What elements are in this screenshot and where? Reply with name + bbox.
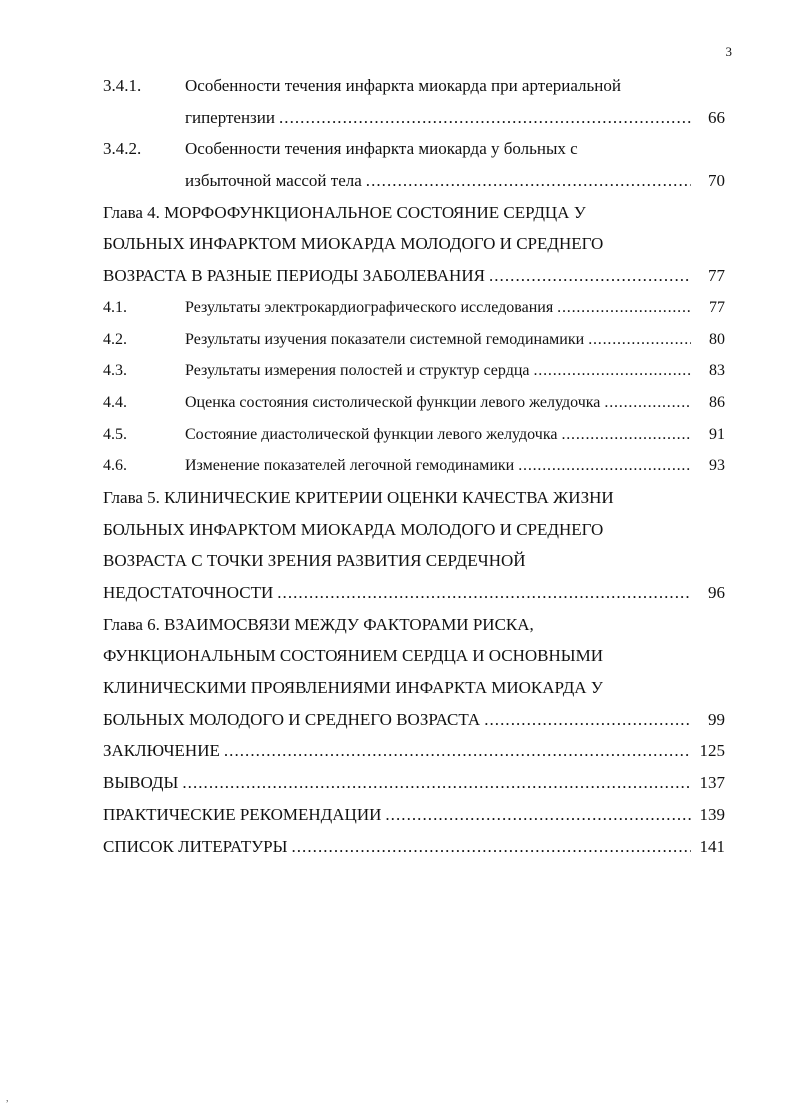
page-ref: 141 — [699, 836, 725, 856]
page-ref: 77 — [708, 266, 725, 286]
chapter-title: Глава 6. ВЗАИМОСВЯЗИ МЕЖДУ ФАКТОРАМИ РИСКА, — [103, 614, 534, 634]
toc-entry-4-5 — [103, 419, 725, 451]
chapter-6-line-3 — [103, 672, 725, 704]
page-ref: 139 — [699, 804, 725, 824]
page-ref: 125 — [699, 741, 725, 761]
page-ref: 80 — [709, 330, 725, 348]
dot-leader — [273, 577, 691, 609]
section-number: 4.4. — [103, 393, 127, 411]
entry-title: ПРАКТИЧЕСКИЕ РЕКОМЕНДАЦИИ — [103, 804, 382, 824]
dot-leader — [275, 102, 691, 134]
chapter-title-cont: КЛИНИЧЕСКИМИ ПРОЯВЛЕНИЯМИ ИНФАРКТА МИОКАРДА У — [103, 678, 603, 698]
toc-entry-3-4-1 — [103, 70, 725, 102]
dot-leader — [178, 767, 691, 799]
dot-leader — [553, 292, 691, 324]
dot-leader — [600, 387, 691, 419]
section-title: Состояние диастолической функции левого желудочка — [185, 425, 558, 443]
toc-entry-recommendations — [103, 799, 725, 831]
chapter-4-line-3 — [103, 260, 725, 292]
chapter-title-cont: ВОЗРАСТА В РАЗНЫЕ ПЕРИОДЫ ЗАБОЛЕВАНИЯ — [103, 266, 485, 286]
dot-leader — [557, 419, 691, 451]
chapter-5-line-4 — [103, 577, 725, 609]
chapter-title-cont: БОЛЬНЫХ ИНФАРКТОМ МИОКАРДА МОЛОДОГО И СРЕДНЕГО — [103, 234, 604, 254]
dot-leader — [220, 735, 691, 767]
dot-leader — [362, 165, 691, 197]
page-number: 3 — [725, 44, 732, 59]
table-of-contents — [103, 70, 725, 862]
toc-entry-4-2 — [103, 324, 725, 356]
chapter-4-line-1 — [103, 197, 725, 229]
section-title-cont: гипертензии — [185, 107, 275, 127]
page-ref: 91 — [709, 425, 725, 443]
dot-leader — [584, 324, 691, 356]
section-number: 4.5. — [103, 425, 127, 443]
section-title: Результаты измерения полостей и структур сердца — [185, 362, 530, 380]
toc-entry-4-1 — [103, 292, 725, 324]
chapter-title-cont: НЕДОСТАТОЧНОСТИ — [103, 583, 274, 602]
toc-entry-3-4-1-cont — [103, 102, 725, 134]
dot-leader — [381, 799, 691, 831]
chapter-6-line-4 — [103, 704, 725, 736]
chapter-6-line-1 — [103, 609, 725, 641]
section-number: 4.3. — [103, 362, 127, 380]
toc-entry-4-3 — [103, 355, 725, 387]
page-ref: 77 — [709, 298, 725, 316]
chapter-title-cont: ФУНКЦИОНАЛЬНЫМ СОСТОЯНИЕМ СЕРДЦА И ОСНОВНЫМИ — [103, 646, 603, 666]
page-ref: 86 — [709, 393, 725, 411]
chapter-5-line-3 — [103, 545, 725, 577]
dot-leader — [485, 260, 691, 292]
page-ref: 93 — [709, 457, 725, 475]
page-ref: 96 — [708, 583, 725, 602]
section-number: 4.2. — [103, 330, 127, 348]
chapter-5-line-1 — [103, 482, 725, 514]
toc-entry-references — [103, 831, 725, 863]
dot-leader — [514, 450, 691, 482]
section-number: 4.6. — [103, 457, 127, 475]
page-ref: 99 — [708, 709, 725, 729]
dot-leader — [530, 355, 692, 387]
section-number: 3.4.1. — [103, 76, 142, 95]
page-ref: 70 — [708, 171, 725, 191]
chapter-title-cont: БОЛЬНЫХ ИНФАРКТОМ МИОКАРДА МОЛОДОГО И СРЕДНЕГО — [103, 519, 604, 539]
toc-entry-conclusion — [103, 735, 725, 767]
chapter-title-cont: БОЛЬНЫХ МОЛОДОГО И СРЕДНЕГО ВОЗРАСТА — [103, 709, 481, 729]
toc-entry-3-4-2-cont — [103, 165, 725, 197]
section-title: Особенности течения инфаркта миокарда при артериальной — [185, 76, 621, 95]
toc-entry-4-6 — [103, 450, 725, 482]
section-title: Изменение показателей легочной гемодинамики — [185, 457, 515, 475]
chapter-title: Глава 5. КЛИНИЧЕСКИЕ КРИТЕРИИ ОЦЕНКИ КАЧЕСТВА ЖИЗНИ — [103, 487, 614, 507]
dot-leader — [287, 831, 691, 863]
dot-leader — [480, 704, 691, 736]
entry-title: ЗАКЛЮЧЕНИЕ — [103, 741, 220, 761]
page-ref: 66 — [708, 107, 725, 127]
page-ref: 137 — [699, 773, 725, 793]
section-number: 3.4.2. — [103, 139, 142, 159]
entry-title: СПИСОК ЛИТЕРАТУРЫ — [103, 836, 288, 856]
chapter-5-line-2 — [103, 514, 725, 546]
entry-title: ВЫВОДЫ — [103, 773, 179, 793]
section-title: Результаты изучения показатели системной гемодинамики — [185, 330, 585, 348]
chapter-title: Глава 4. МОРФОФУНКЦИОНАЛЬНОЕ СОСТОЯНИЕ СЕРДЦА У — [103, 202, 586, 222]
toc-entry-3-4-2 — [103, 133, 725, 165]
section-title: Оценка состояния систолической функции левого желудочка — [185, 393, 601, 411]
stray-mark: , — [6, 1093, 9, 1104]
section-number: 4.1. — [103, 298, 127, 316]
section-title: Результаты электрокардиографического исследования — [185, 298, 554, 316]
section-title-cont: избыточной массой тела — [185, 171, 362, 191]
toc-entry-findings — [103, 767, 725, 799]
section-title: Особенности течения инфаркта миокарда у больных с — [185, 139, 578, 159]
chapter-4-line-2 — [103, 228, 725, 260]
toc-entry-4-4 — [103, 387, 725, 419]
page-ref: 83 — [709, 362, 725, 380]
chapter-6-line-2 — [103, 640, 725, 672]
chapter-title-cont: ВОЗРАСТА С ТОЧКИ ЗРЕНИЯ РАЗВИТИЯ СЕРДЕЧНОЙ — [103, 551, 526, 571]
